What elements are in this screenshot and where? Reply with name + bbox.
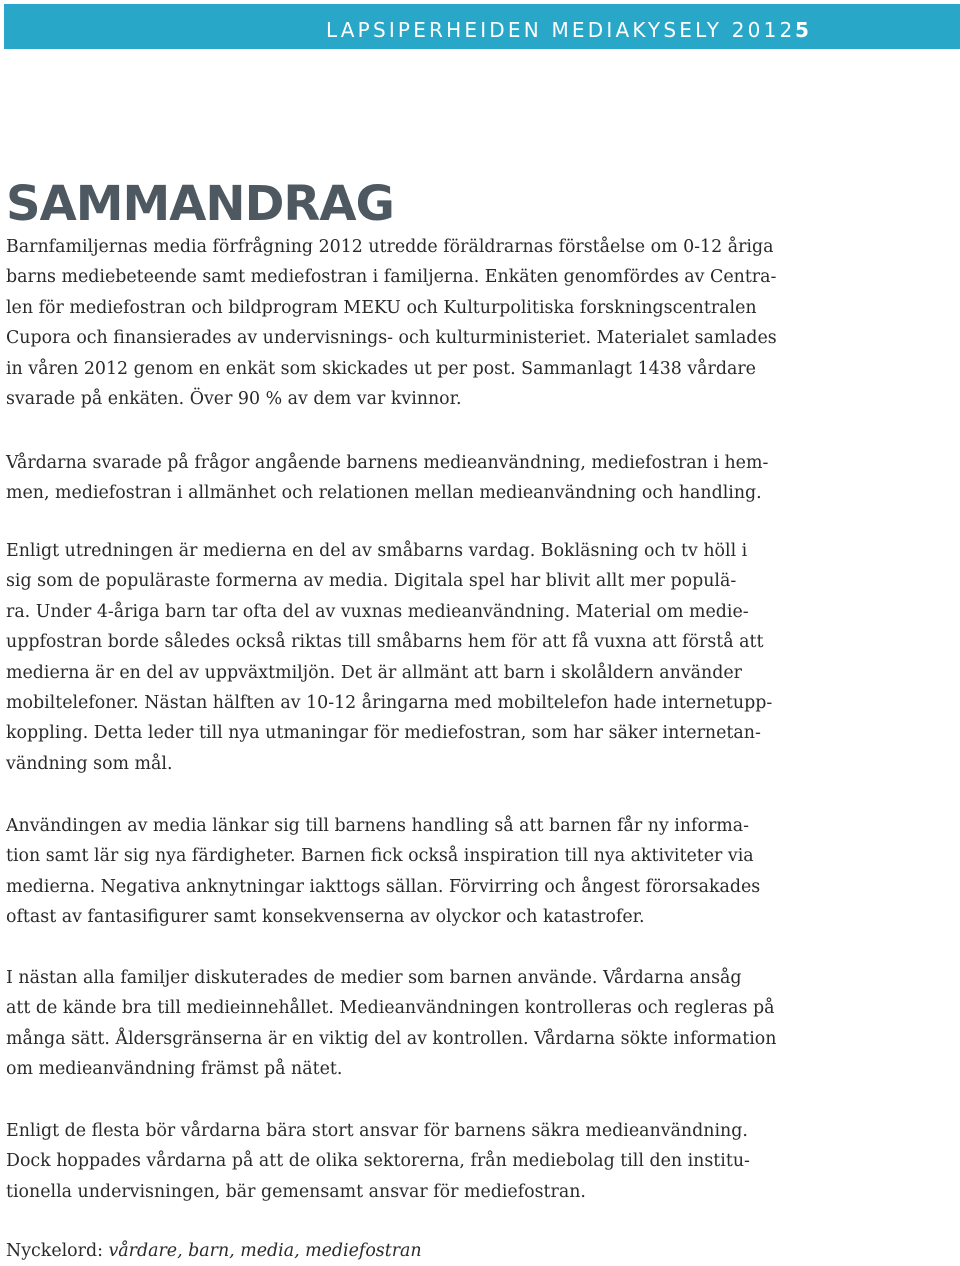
- text-line: ra. Under 4-åriga barn tar ofta del av vuxnas medieanvändning. Material om medie-: [6, 601, 749, 622]
- text-line: in våren 2012 genom en enkät som skickades ut per post. Sammanlagt 1438 vårdare: [6, 358, 756, 379]
- text-line: att de kände bra till medieinnehållet. Medieanvändningen kontrolleras och regleras på: [6, 998, 775, 1019]
- text-line: Barnfamiljernas media förfrågning 2012 utredde föräldrarnas förståelse om 0-12 åriga: [6, 237, 774, 257]
- paragraph-survey-intro: [6, 232, 777, 414]
- paragraph-findings-media-use: [6, 536, 772, 779]
- text-line: mobiltelefoner. Nästan hälften av 10-12 åringarna med mobiltelefon hade internetupp-: [6, 693, 773, 714]
- text-line: Dock hoppades vårdarna på att de olika sektorerna, från mediebolag till den institu-: [6, 1151, 750, 1172]
- text-line: medierna är en del av uppväxtmiljön. Det är allmänt att barn i skolåldern använder: [6, 662, 742, 683]
- text-line: oftast av fantasifigurer samt konsekvenserna av olyckor och katastrofer.: [6, 907, 645, 928]
- paragraph-findings-behaviour: [6, 811, 760, 933]
- keywords: [6, 1236, 422, 1266]
- running-header-title: LAPSIPERHEIDEN MEDIAKYSELY 2012: [326, 18, 796, 42]
- text-line: uppfostran borde således också riktas till småbarns hem för att få vuxna att förstå att: [6, 632, 764, 653]
- paragraph-findings-control: [6, 963, 776, 1085]
- text-line: Enligt de flesta bör vårdarna bära stort ansvar för barnens säkra medieanvändning.: [6, 1121, 748, 1141]
- page-number: 5: [795, 18, 809, 42]
- keywords-terms: vårdare, barn, media, mediefostran: [108, 1241, 422, 1261]
- paragraph-findings-responsibility: [6, 1116, 750, 1207]
- text-line: I nästan alla familjer diskuterades de medier som barnen använde. Vårdarna ansåg: [6, 968, 742, 988]
- text-line: tion samt lär sig nya färdigheter. Barnen fick också inspiration till nya aktiviteter via: [6, 846, 754, 867]
- paragraph-survey-topics: [6, 448, 768, 509]
- keywords-label: Nyckelord:: [6, 1241, 103, 1261]
- text-line: vändning som mål.: [6, 753, 173, 774]
- text-line: många sätt. Åldersgränserna är en viktig del av kontrollen. Vårdarna sökte information: [6, 1028, 777, 1049]
- text-line: barns mediebeteende samt mediefostran i familjerna. Enkäten genomfördes av Centra-: [6, 267, 777, 288]
- text-line: Användingen av media länkar sig till barnens handling så att barnen får ny informa-: [6, 816, 750, 836]
- text-line: Cupora och finansierades av undervisnings- och kulturministeriet. Materialet samlades: [6, 328, 777, 349]
- text-line: medierna. Negativa anknytningar iakttogs sällan. Förvirring och ångest förorsakades: [6, 876, 761, 897]
- page-title: SAMMANDRAG: [6, 176, 394, 232]
- text-line: tionella undervisningen, bär gemensamt ansvar för mediefostran.: [6, 1181, 586, 1202]
- header-bar: [4, 4, 960, 49]
- text-line: men, mediefostran i allmänhet och relationen mellan medieanvändning och handling.: [6, 483, 762, 504]
- text-line: svarade på enkäten. Över 90 % av dem var kvinnor.: [6, 389, 462, 410]
- text-line: koppling. Detta leder till nya utmaningar för mediefostran, som har säker internetan-: [6, 723, 761, 744]
- text-line: Enligt utredningen är medierna en del av småbarns vardag. Bokläsning och tv höll i: [6, 541, 748, 561]
- text-line: len för mediefostran och bildprogram MEKU och Kulturpolitiska forskningscentralen: [6, 297, 757, 318]
- text-line: om medieanvändning främst på nätet.: [6, 1059, 343, 1080]
- text-line: Vårdarna svarade på frågor angående barnens medieanvändning, mediefostran i hem-: [6, 453, 769, 473]
- text-line: sig som de populäraste formerna av media. Digitala spel har blivit allt mer populä-: [6, 571, 737, 592]
